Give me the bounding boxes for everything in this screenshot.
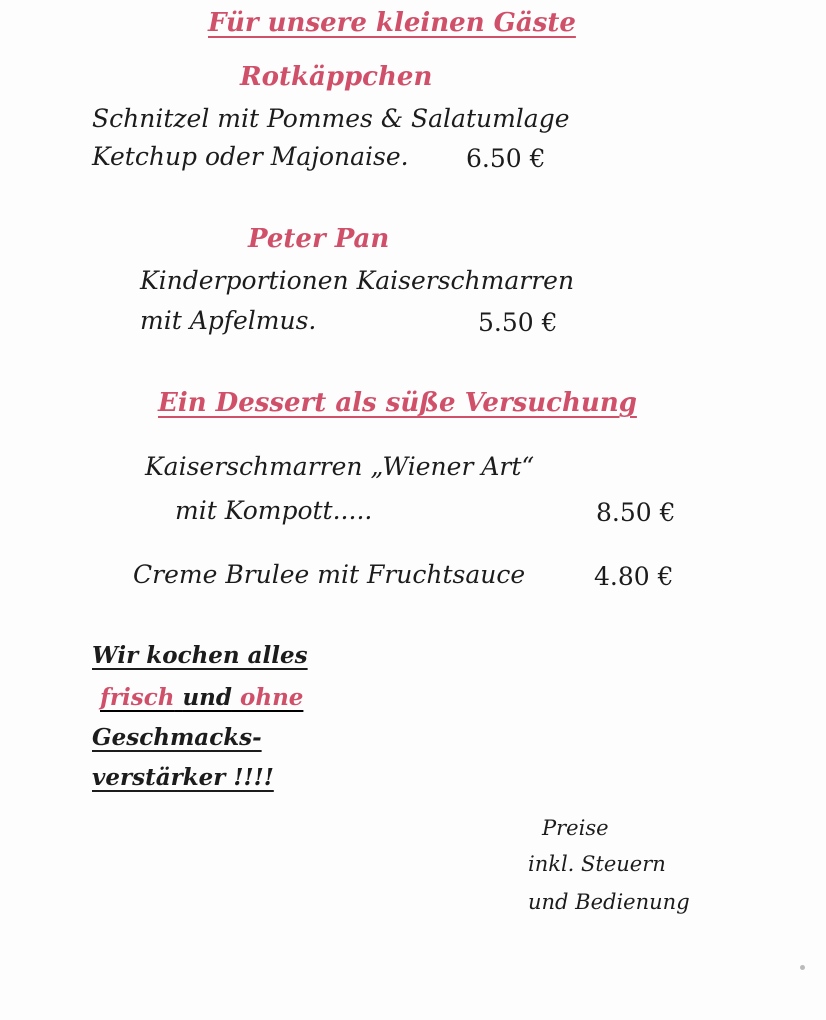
fresh-note-word-und: und [182,684,232,711]
fresh-note-line [100,684,303,711]
dessert-description-line: Kaiserschmarren „Wiener Art“ [145,452,535,481]
dessert-section-heading: Ein Dessert als süße Versuchung [158,388,637,418]
kids-section-heading: Für unsere kleinen Gäste [208,8,576,38]
fresh-note-word-ohne: ohne [240,684,304,711]
fresh-note-line: verstärker !!!! [92,764,274,791]
dish-price: 5.50 € [478,308,558,337]
price-note-line: Preise [542,816,609,840]
fresh-note-line: Wir kochen alles [92,642,308,669]
dish-name-rotkaeppchen: Rotkäppchen [240,62,433,92]
price-note-line: inkl. Steuern [528,852,666,876]
price-note-line: und Bedienung [528,890,690,914]
dessert-description-line: Creme Brulee mit Fruchtsauce [133,560,526,589]
dish-name-peter-pan: Peter Pan [248,224,390,254]
dish-description-line: Ketchup oder Majonaise. [92,142,409,171]
dish-description-line: mit Apfelmus. [140,306,317,335]
scan-speck [800,965,805,970]
dessert-price: 4.80 € [594,562,674,591]
dessert-description-line: mit Kompott..... [175,496,373,525]
dessert-price: 8.50 € [596,498,676,527]
dish-description-line: Kinderportionen Kaiserschmarren [140,266,575,295]
fresh-note-word-frisch: frisch [100,684,175,711]
dish-description-line: Schnitzel mit Pommes & Salatumlage [92,104,570,133]
dish-price: 6.50 € [466,144,546,173]
fresh-note-line: Geschmacks- [92,724,262,751]
